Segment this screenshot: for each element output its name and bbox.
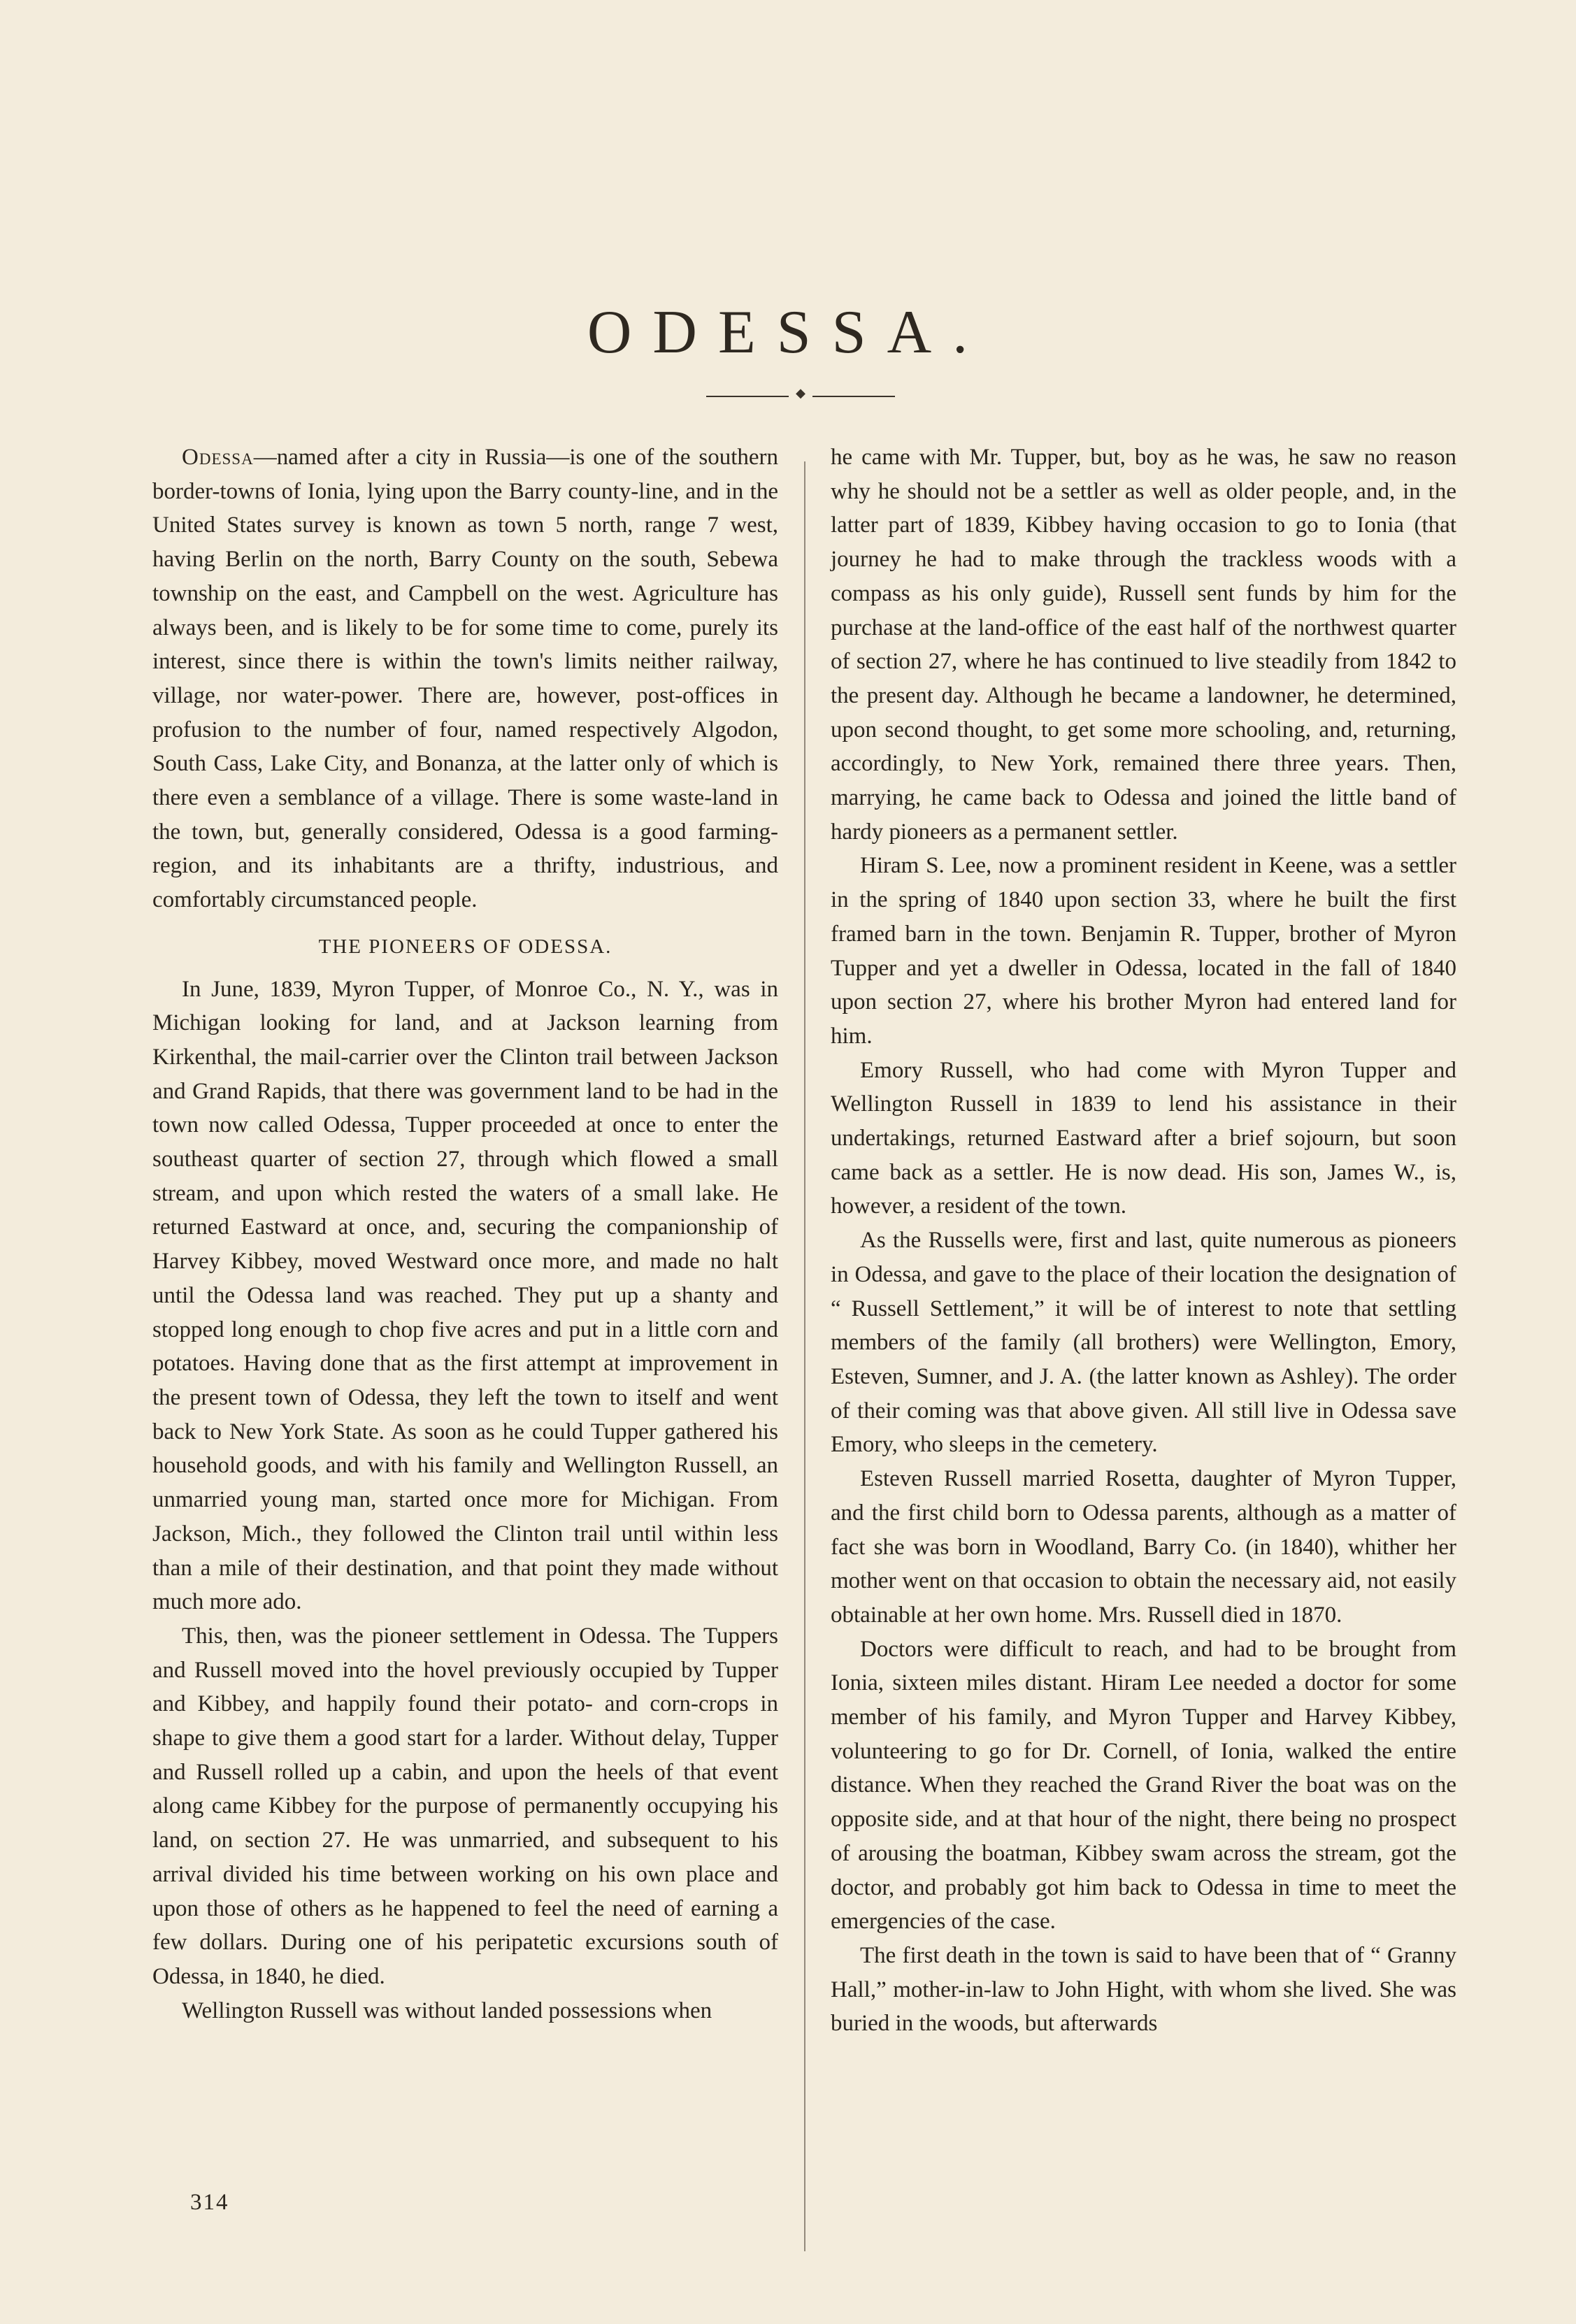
paragraph: Hiram S. Lee, now a prominent resident in Keene, was a settler in the spring of 1840 upon section 33, where he built the first framed barn in the town. Benjamin R. Tupper, brother of Myron Tupper and yet a dweller in Odessa, located in the fall of 1840 upon section 27, where his brother Myron had entered land for him.: [831, 853, 1456, 1049]
ornament-diamond-icon: ◆: [796, 386, 805, 400]
left-column: [152, 440, 778, 2028]
page-number: 314: [190, 2190, 229, 2215]
column-divider: [804, 461, 805, 2251]
chapter-title: ODESSA.: [587, 299, 989, 366]
paragraph: In June, 1839, Myron Tupper, of Monroe Co., N. Y., was in Michigan looking for land, and at Jackson learning from Kirkenthal, the mail-carrier over the Clinton trail between Jackson and Grand Rapids, that there was government land to be had in the town now called Odessa, Tupper proceeded at once to enter the southeast quarter of section 27, through which flowed a small stream, and upon which rested the waters of a small lake. He returned Eastward at once, and, securing the companionship of Harvey Kibbey, moved Westward once more, and made no halt until the Odessa land was reached. They put up a shanty and stopped long enough to chop five acres and put in a little corn and potatoes. Having done that as the first attempt at improvement in the present town of Odessa, they left the town to itself and went back to New York State. As soon as he could Tupper gathered his household goods, and with his family and Wellington Russell, an unmarried young man, started once more for Michigan. From Jackson, Mich., they followed the Clinton trail until within less than a mile of their destination, and that point they made without much more ado.: [152, 976, 778, 1615]
ornament-rule-left: [706, 396, 789, 397]
title-ornament: [706, 386, 895, 400]
ornament-rule-right: [812, 396, 895, 397]
paragraph-text: —named after a city in Russia—is one of the southern border-towns of Ionia, lying upon the Barry county-line, and in the United States survey is known as town 5 north, range 7 west, having Berlin on the north, Barry County on the south, Sebewa township on the east, and Campbell on the west. Agriculture has always been, and is likely to be for some time to come, purely its interest, since there is within the town's limits neither railway, village, nor water-power. There are, however, post-offices in profusion to the number of four, named respectively Algodon, South Cass, Lake City, and Bonanza, at the latter only of which is there even a semblance of a village. There is some waste-land in the town, but, generally considered, Odessa is a good farming-region, and its inhabitants are a thrifty, industrious, and comfortably circumstanced people.: [152, 445, 778, 913]
lead-word: Odessa: [182, 445, 254, 470]
paragraph: Doctors were difficult to reach, and had to be brought from Ionia, sixteen miles distant. Hiram Lee needed a doctor for some member of his family, and Myron Tupper and Harvey Kibbey, volunteering to go for Dr. Cornell, of Ionia, walked the entire distance. When they reached the Grand River the boat was on the opposite side, and at that hour of the night, there being no prospect of arousing the boatman, Kibbey swam across the stream, got the doctor, and probably got him back to Odessa in time to meet the emergencies of the case.: [831, 1636, 1456, 1935]
paragraph: Esteven Russell married Rosetta, daughter of Myron Tupper, and the first child born to Odessa parents, although as a matter of fact she was born in Woodland, Barry Co. (in 1840), whither her mother went on that occasion to obtain the necessary aid, not easily obtainable at her own home. Mrs. Russell died in 1870.: [831, 1466, 1456, 1628]
right-column: [831, 440, 1456, 2041]
paragraph: Emory Russell, who had come with Myron Tupper and Wellington Russell in 1839 to lend his assistance in their undertakings, returned Eastward after a brief sojourn, but soon came back as a settler. He is now dead. His son, James W., is, however, a resident of the town.: [831, 1057, 1456, 1219]
paragraph: [152, 440, 778, 917]
paragraph: This, then, was the pioneer settlement in Odessa. The Tuppers and Russell moved into the hovel previously occupied by Tupper and Kibbey, and happily found their potato- and corn-crops in shape to give them a good start for a larder. Without delay, Tupper and Russell rolled up a cabin, and upon the heels of that event along came Kibbey for the purpose of permanently occupying his land, on section 27. He was unmarried, and subsequent to his arrival divided his time between working on his own place and upon those of others as he happened to feel the need of earning a few dollars. During one of his peripatetic excursions south of Odessa, in 1840, he died.: [152, 1623, 778, 1989]
section-heading: THE PIONEERS OF ODESSA.: [318, 935, 613, 958]
paragraph: As the Russells were, first and last, quite numerous as pioneers in Odessa, and gave to the place of their location the designation of “ Russell Settlement,” it will be of interest to note that settling members of the family (all brothers) were Wellington, Emory, Esteven, Sumner, and J. A. (the latter known as Ashley). The order of their coming was that above given. All still live in Odessa save Emory, who sleeps in the cemetery.: [831, 1228, 1456, 1458]
paragraph: Wellington Russell was without landed possessions when: [182, 1997, 712, 2023]
paragraph: The first death in the town is said to have been that of “ Granny Hall,” mother-in-law to John Hight, with whom she lived. She was buried in the woods, but afterwards: [831, 1942, 1456, 2037]
paragraph: he came with Mr. Tupper, but, boy as he was, he saw no reason why he should not be a settler as well as older people, and, in the latter part of 1839, Kibbey having occasion to go to Ionia (that journey he had to make through the trackless woods with a compass as his only guide), Russell sent funds by him for the purchase at the land-office of the east half of the northwest quarter of section 27, where he has continued to live steadily from 1842 to the present day. Although he became a landowner, he determined, upon second thought, to get some more schooling, and, returning, accordingly, to New York, remained there three years. Then, marrying, he came back to Odessa and joined the little band of hardy pioneers as a permanent settler.: [831, 445, 1456, 845]
